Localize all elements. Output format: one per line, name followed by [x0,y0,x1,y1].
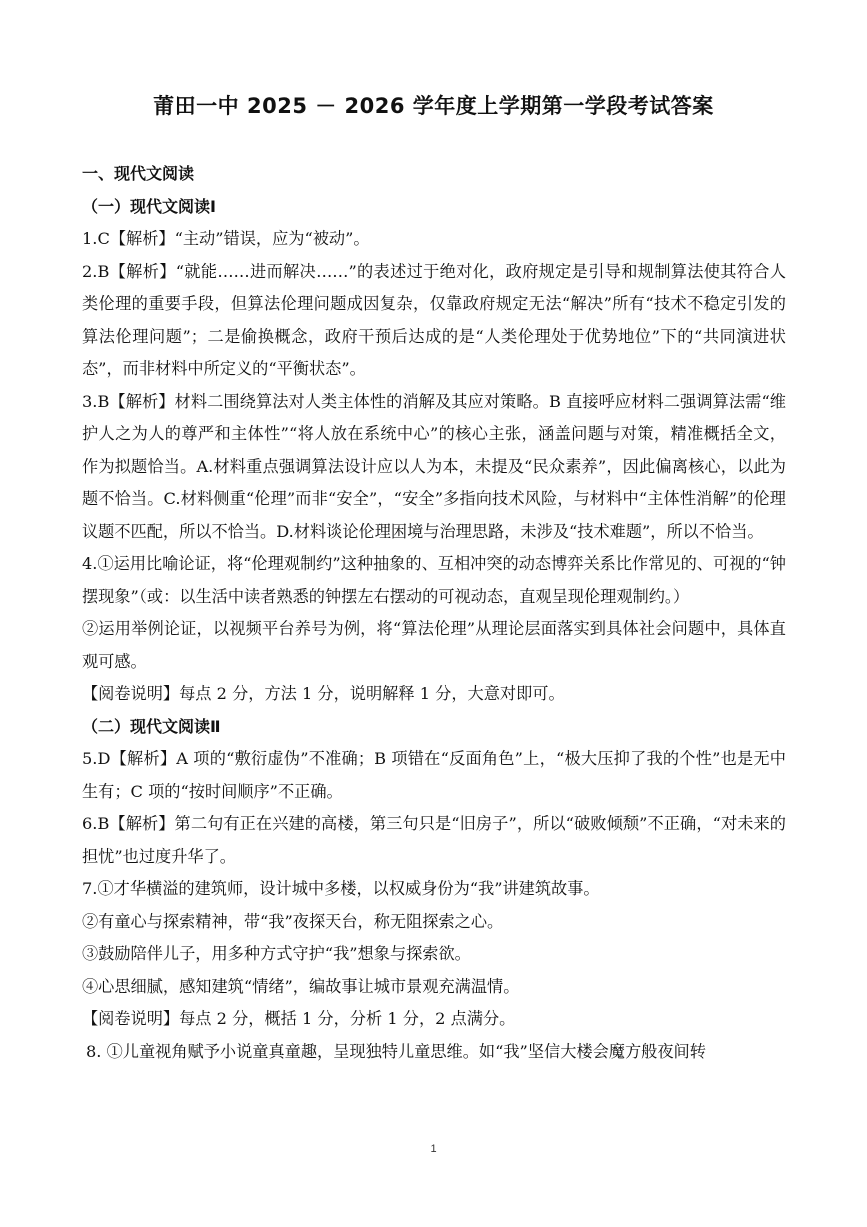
answer-q4-point1: 4.①运用比喻论证，将“伦理观制约”这种抽象的、互相冲突的动态博弈关系比作常见的、可视的“钟摆现象”（或：以生活中读者熟悉的钟摆左右摆动的可视动态，直观呈现伦理观制约。） [82,554,786,606]
answer-body [82,158,786,1068]
answer-q4-point2: ②运用举例论证，以视频平台养号为例，将“算法伦理”从理论层面落实到具体社会问题中，具体直观可感。 [82,619,786,671]
section-heading-modern-reading: 一、现代文阅读 [82,164,195,183]
answer-q3: 3.B【解析】材料二围绕算法对人类主体性的消解及其应对策略。B 直接呼应材料二强调算法需“维护人之为人的尊严和主体性”“将人放在系统中心”的核心主张，涵盖问题与对策，精准概括全文，作为拟题恰当。A.材料重点强调算法设计应以人为本，未提及“民众素养”，因此偏离核心，以此为题不恰当。C.材料侧重“伦理”而非“安全”，“安全”多指向技术风险，与材料中“主体性消解”的伦理议题不匹配，所以不恰当。D.材料谈论伦理困境与治理思路，未涉及“技术难题”，所以不恰当。 [82,391,786,541]
answer-q5: 5.D【解析】A 项的“敷衍虚伪”不准确；B 项错在“反面角色”上，“极大压抑了我的个性”也是无中生有；C 项的“按时间顺序”不正确。 [82,749,786,801]
page-title: 莆田一中 2025 － 2026 学年度上学期第一学段考试答案 [153,94,714,118]
subsection-heading-reading-1: （一）现代文阅读Ⅰ [82,196,216,216]
answer-q1: 1.C【解析】“主动”错误，应为“被动”。 [82,229,370,248]
answer-q7-point4: ④心思细腻，感知建筑“情绪”，编故事让城市景观充满温情。 [82,976,520,996]
answer-q8: 8. ①儿童视角赋予小说童真童趣，呈现独特儿童思维。如“我”坚信大楼会魔方般夜间转 [86,1041,706,1061]
answer-q6: 6.B【解析】第二句有正在兴建的高楼，第三句只是“旧房子”，所以“破败倾颓”不正确，“对未来的担忧”也过度升华了。 [82,814,786,866]
answer-q2: 2.B【解析】“就能……进而解决……”的表述过于绝对化，政府规定是引导和规制算法使其符合人类伦理的重要手段，但算法伦理问题成因复杂，仅靠政府规定无法“解决”所有“技术不稳定引发的算法伦理问题”；二是偷换概念，政府干预后达成的是“人类伦理处于优势地位”下的“共同演进状态”，而非材料中所定义的“平衡状态”。 [82,261,786,378]
answer-q7-point3: ③鼓励陪伴儿子，用多种方式守护“我”想象与探索欲。 [82,944,471,963]
subsection-heading-reading-2: （二）现代文阅读Ⅱ [82,716,221,736]
page-number: 1 [430,1143,437,1155]
answer-q7-point1: 7.①才华横溢的建筑师，设计城中多楼，以权威身份为“我”讲建筑故事。 [82,879,600,898]
answer-q7-point2: ②有童心与探索精神，带“我”夜探天台，称无阻探索之心。 [82,911,504,931]
grading-note-2: 【阅卷说明】每点 2 分，概括 1 分，分析 1 分，2 点满分。 [82,1009,516,1028]
grading-note-1: 【阅卷说明】每点 2 分，方法 1 分，说明解释 1 分，大意对即可。 [82,684,565,703]
